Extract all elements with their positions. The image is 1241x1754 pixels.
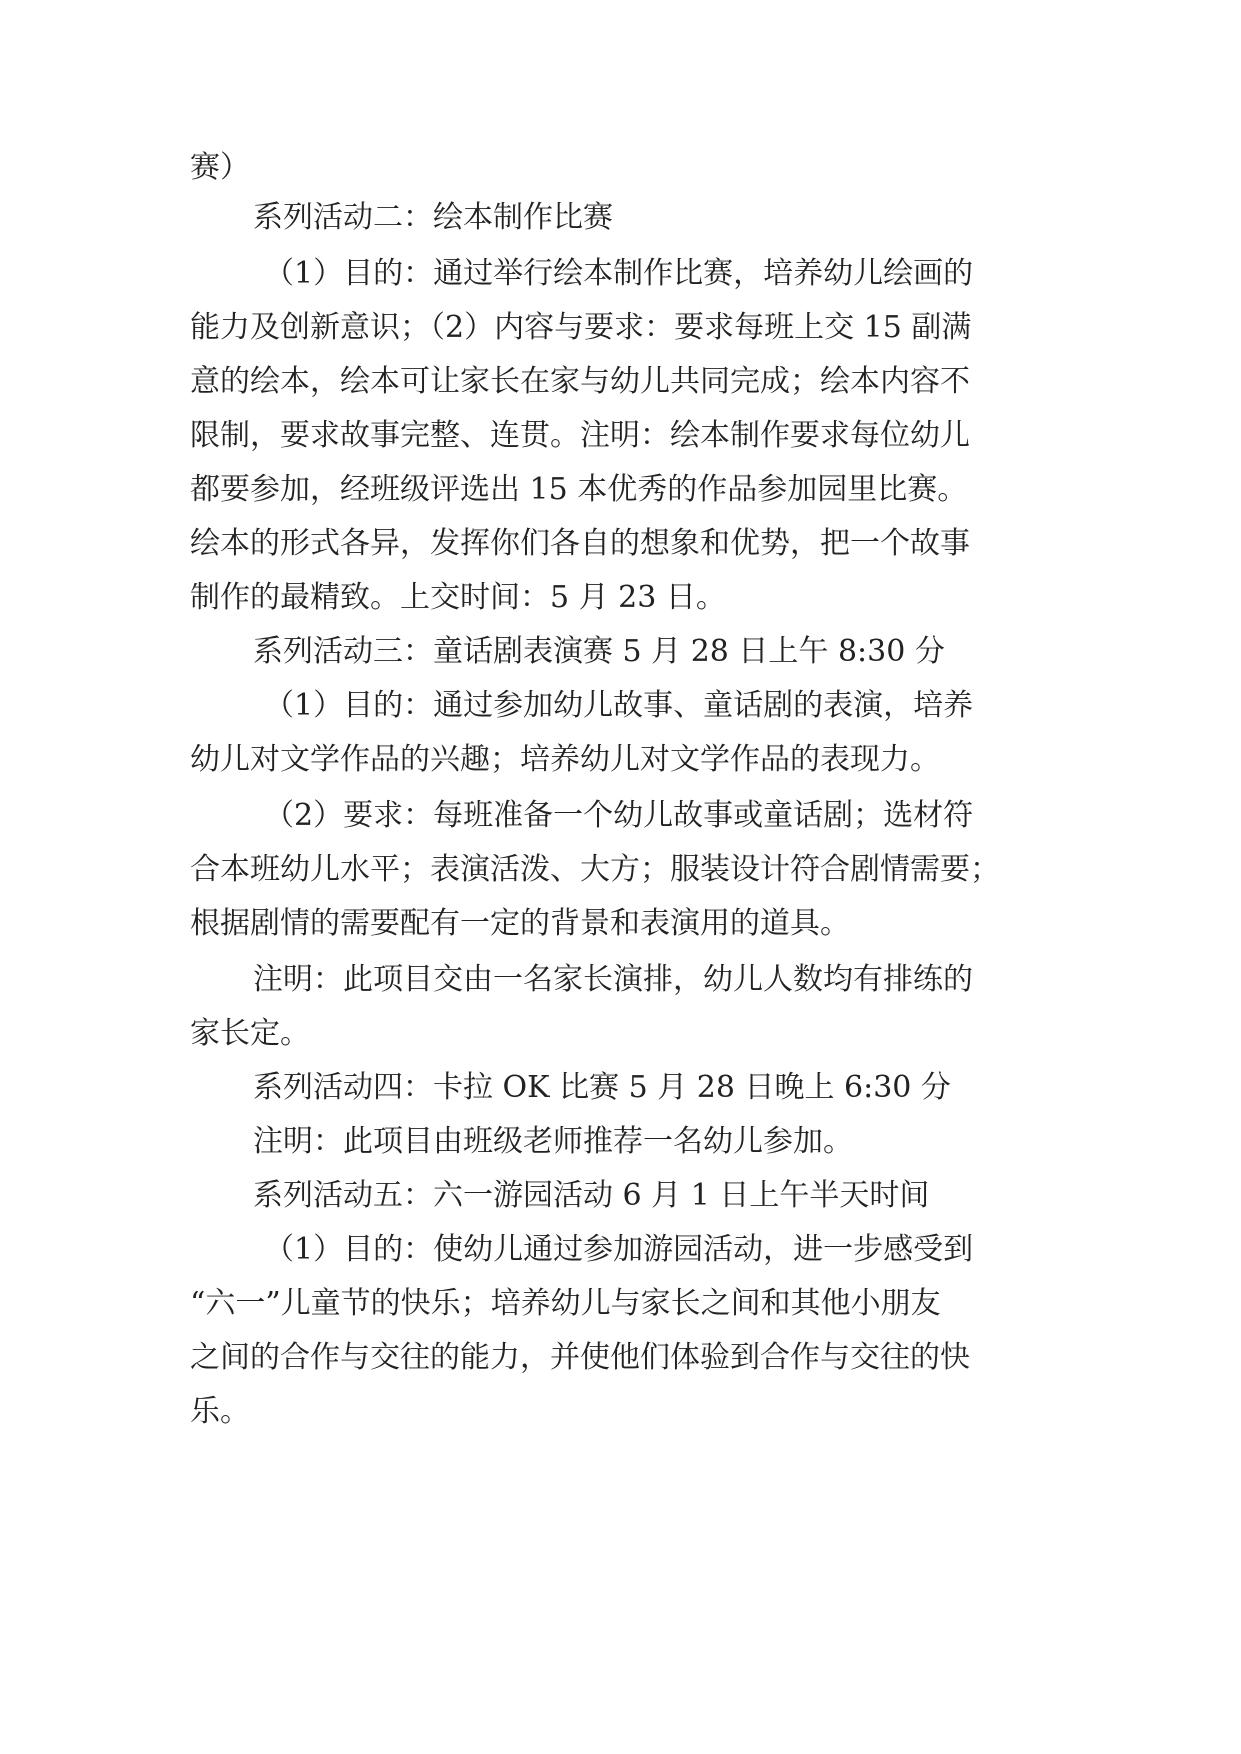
text-line: 限制，要求故事完整、连贯。注明：绘本制作要求每位幼儿: [190, 418, 970, 453]
section-heading: 系列活动二：绘本制作比赛: [253, 200, 613, 235]
section-heading: 系列活动三：童话剧表演赛 5 月 28 日上午 8:30 分: [253, 634, 945, 669]
text-line: 幼儿对文学作品的兴趣；培养幼儿对文学作品的表现力。: [190, 742, 940, 777]
text-line: 都要参加，经班级评选出 15 本优秀的作品参加园里比赛。: [190, 472, 968, 507]
text-line: “六一”儿童节的快乐；培养幼儿与家长之间和其他小朋友: [190, 1286, 941, 1321]
text-line: 注明：此项目由班级老师推荐一名幼儿参加。: [253, 1124, 853, 1159]
text-line: 制作的最精致。上交时间：5 月 23 日。: [190, 580, 726, 615]
text-line: 绘本的形式各异，发挥你们各自的想象和优势，把一个故事: [190, 526, 970, 561]
text-line: （1）目的：通过参加幼儿故事、童话剧的表演，培养: [264, 688, 974, 723]
text-line: 注明：此项目交由一名家长演排，幼儿人数均有排练的: [253, 962, 973, 997]
text-line: 合本班幼儿水平；表演活泼、大方；服装设计符合剧情需要；: [190, 852, 1000, 887]
text-line: （2）要求：每班准备一个幼儿故事或童话剧；选材符: [264, 798, 974, 833]
section-heading: 系列活动四：卡拉 OK 比赛 5 月 28 日晚上 6:30 分: [253, 1070, 951, 1105]
text-line: （1）目的：使幼儿通过参加游园活动，进一步感受到: [264, 1232, 974, 1267]
text-line: 意的绘本，绘本可让家长在家与幼儿共同完成；绘本内容不: [190, 364, 970, 399]
text-line: 根据剧情的需要配有一定的背景和表演用的道具。: [190, 906, 850, 941]
text-line: 赛）: [190, 150, 250, 185]
text-line: 家长定。: [190, 1016, 310, 1051]
text-line: 乐。: [190, 1394, 250, 1429]
section-heading: 系列活动五：六一游园活动 6 月 1 日上午半天时间: [253, 1178, 930, 1213]
text-line: 之间的合作与交往的能力，并使他们体验到合作与交往的快: [190, 1340, 970, 1375]
text-line: 能力及创新意识；（2）内容与要求：要求每班上交 15 副满: [190, 310, 972, 345]
text-line: （1）目的：通过举行绘本制作比赛，培养幼儿绘画的: [264, 256, 974, 291]
